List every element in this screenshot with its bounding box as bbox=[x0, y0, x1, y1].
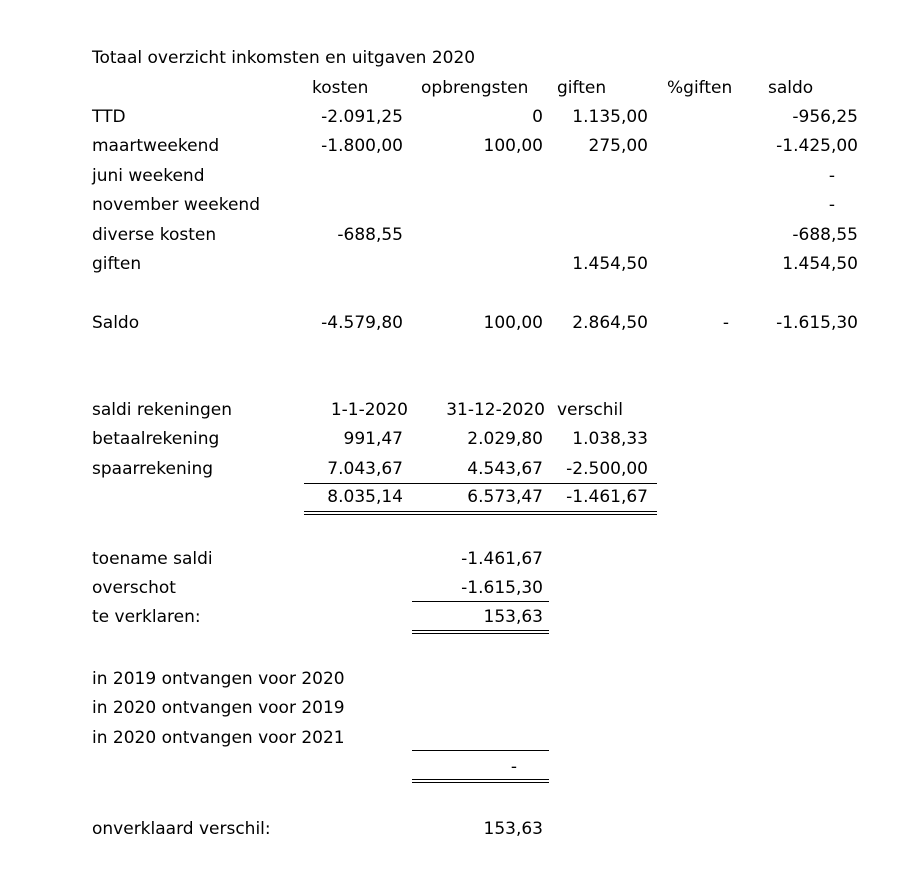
cell-giften: 1.135,00 bbox=[572, 107, 648, 127]
sheet-title: Totaal overzicht inkomsten en uitgaven 2020 bbox=[92, 48, 476, 68]
adjustments-total: - bbox=[510, 757, 517, 777]
result-label: te verklaren: bbox=[92, 607, 201, 627]
total-saldo: -1.615,30 bbox=[776, 313, 858, 333]
cell-end: 2.029,80 bbox=[467, 429, 543, 449]
row-label: toename saldi bbox=[92, 549, 213, 569]
total-diff: -1.461,67 bbox=[566, 487, 648, 507]
total-start: 8.035,14 bbox=[327, 487, 403, 507]
header-pct-giften: %giften bbox=[667, 78, 733, 98]
adjustments-subtotal-line bbox=[412, 750, 549, 751]
cell-value: -1.461,67 bbox=[461, 549, 543, 569]
row-label: juni weekend bbox=[92, 166, 205, 186]
cell-kosten: -2.091,25 bbox=[321, 107, 403, 127]
unexplained-value: 153,63 bbox=[483, 819, 543, 839]
adjustments-double-underline bbox=[412, 779, 549, 783]
cell-saldo: -688,55 bbox=[792, 225, 858, 245]
header-giften: giften bbox=[557, 78, 607, 98]
row-label: TTD bbox=[92, 107, 126, 127]
cell-giften: 1.454,50 bbox=[572, 254, 648, 274]
balances-subtotal-line bbox=[304, 483, 657, 484]
row-label: overschot bbox=[92, 578, 176, 598]
adjustment-2019-for-2020: in 2019 ontvangen voor 2020 bbox=[92, 669, 345, 689]
total-label: Saldo bbox=[92, 313, 140, 333]
balances-end-date: 31-12-2020 bbox=[446, 400, 545, 420]
cell-end: 4.543,67 bbox=[467, 459, 543, 479]
cell-kosten: -1.800,00 bbox=[321, 136, 403, 156]
result-value: 153,63 bbox=[483, 607, 543, 627]
cell-opbrengsten: 100,00 bbox=[483, 136, 543, 156]
cell-saldo: - bbox=[828, 166, 835, 186]
cell-diff: -2.500,00 bbox=[566, 459, 648, 479]
cell-saldo: -1.425,00 bbox=[776, 136, 858, 156]
cell-start: 991,47 bbox=[343, 429, 403, 449]
header-kosten: kosten bbox=[312, 78, 369, 98]
header-saldo: saldo bbox=[768, 78, 814, 98]
total-giften: 2.864,50 bbox=[572, 313, 648, 333]
cell-start: 7.043,67 bbox=[327, 459, 403, 479]
balances-label: saldi rekeningen bbox=[92, 400, 232, 420]
adjustment-2020-for-2019: in 2020 ontvangen voor 2019 bbox=[92, 698, 345, 718]
cell-diff: 1.038,33 bbox=[572, 429, 648, 449]
row-label: betaalrekening bbox=[92, 429, 220, 449]
total-opbrengsten: 100,00 bbox=[483, 313, 543, 333]
balances-diff-header: verschil bbox=[557, 400, 623, 420]
row-label: spaarrekening bbox=[92, 459, 214, 479]
cell-saldo: -956,25 bbox=[792, 107, 858, 127]
unexplained-label: onverklaard verschil: bbox=[92, 819, 271, 839]
recon-double-underline bbox=[412, 630, 549, 634]
cell-value: -1.615,30 bbox=[461, 578, 543, 598]
row-label: giften bbox=[92, 254, 142, 274]
total-pct-giften: - bbox=[722, 313, 729, 333]
cell-giften: 275,00 bbox=[588, 136, 648, 156]
cell-opbrengsten: 0 bbox=[532, 107, 543, 127]
cell-saldo: - bbox=[828, 195, 835, 215]
total-kosten: -4.579,80 bbox=[321, 313, 403, 333]
cell-saldo: 1.454,50 bbox=[782, 254, 858, 274]
adjustment-2020-for-2021: in 2020 ontvangen voor 2021 bbox=[92, 728, 345, 748]
balances-double-underline bbox=[304, 511, 657, 515]
total-end: 6.573,47 bbox=[467, 487, 543, 507]
row-label: diverse kosten bbox=[92, 225, 217, 245]
header-opbrengsten: opbrengsten bbox=[421, 78, 529, 98]
row-label: maartweekend bbox=[92, 136, 220, 156]
row-label: november weekend bbox=[92, 195, 260, 215]
cell-kosten: -688,55 bbox=[337, 225, 403, 245]
recon-subtotal-line bbox=[412, 601, 549, 602]
balances-start-date: 1-1-2020 bbox=[330, 400, 408, 420]
